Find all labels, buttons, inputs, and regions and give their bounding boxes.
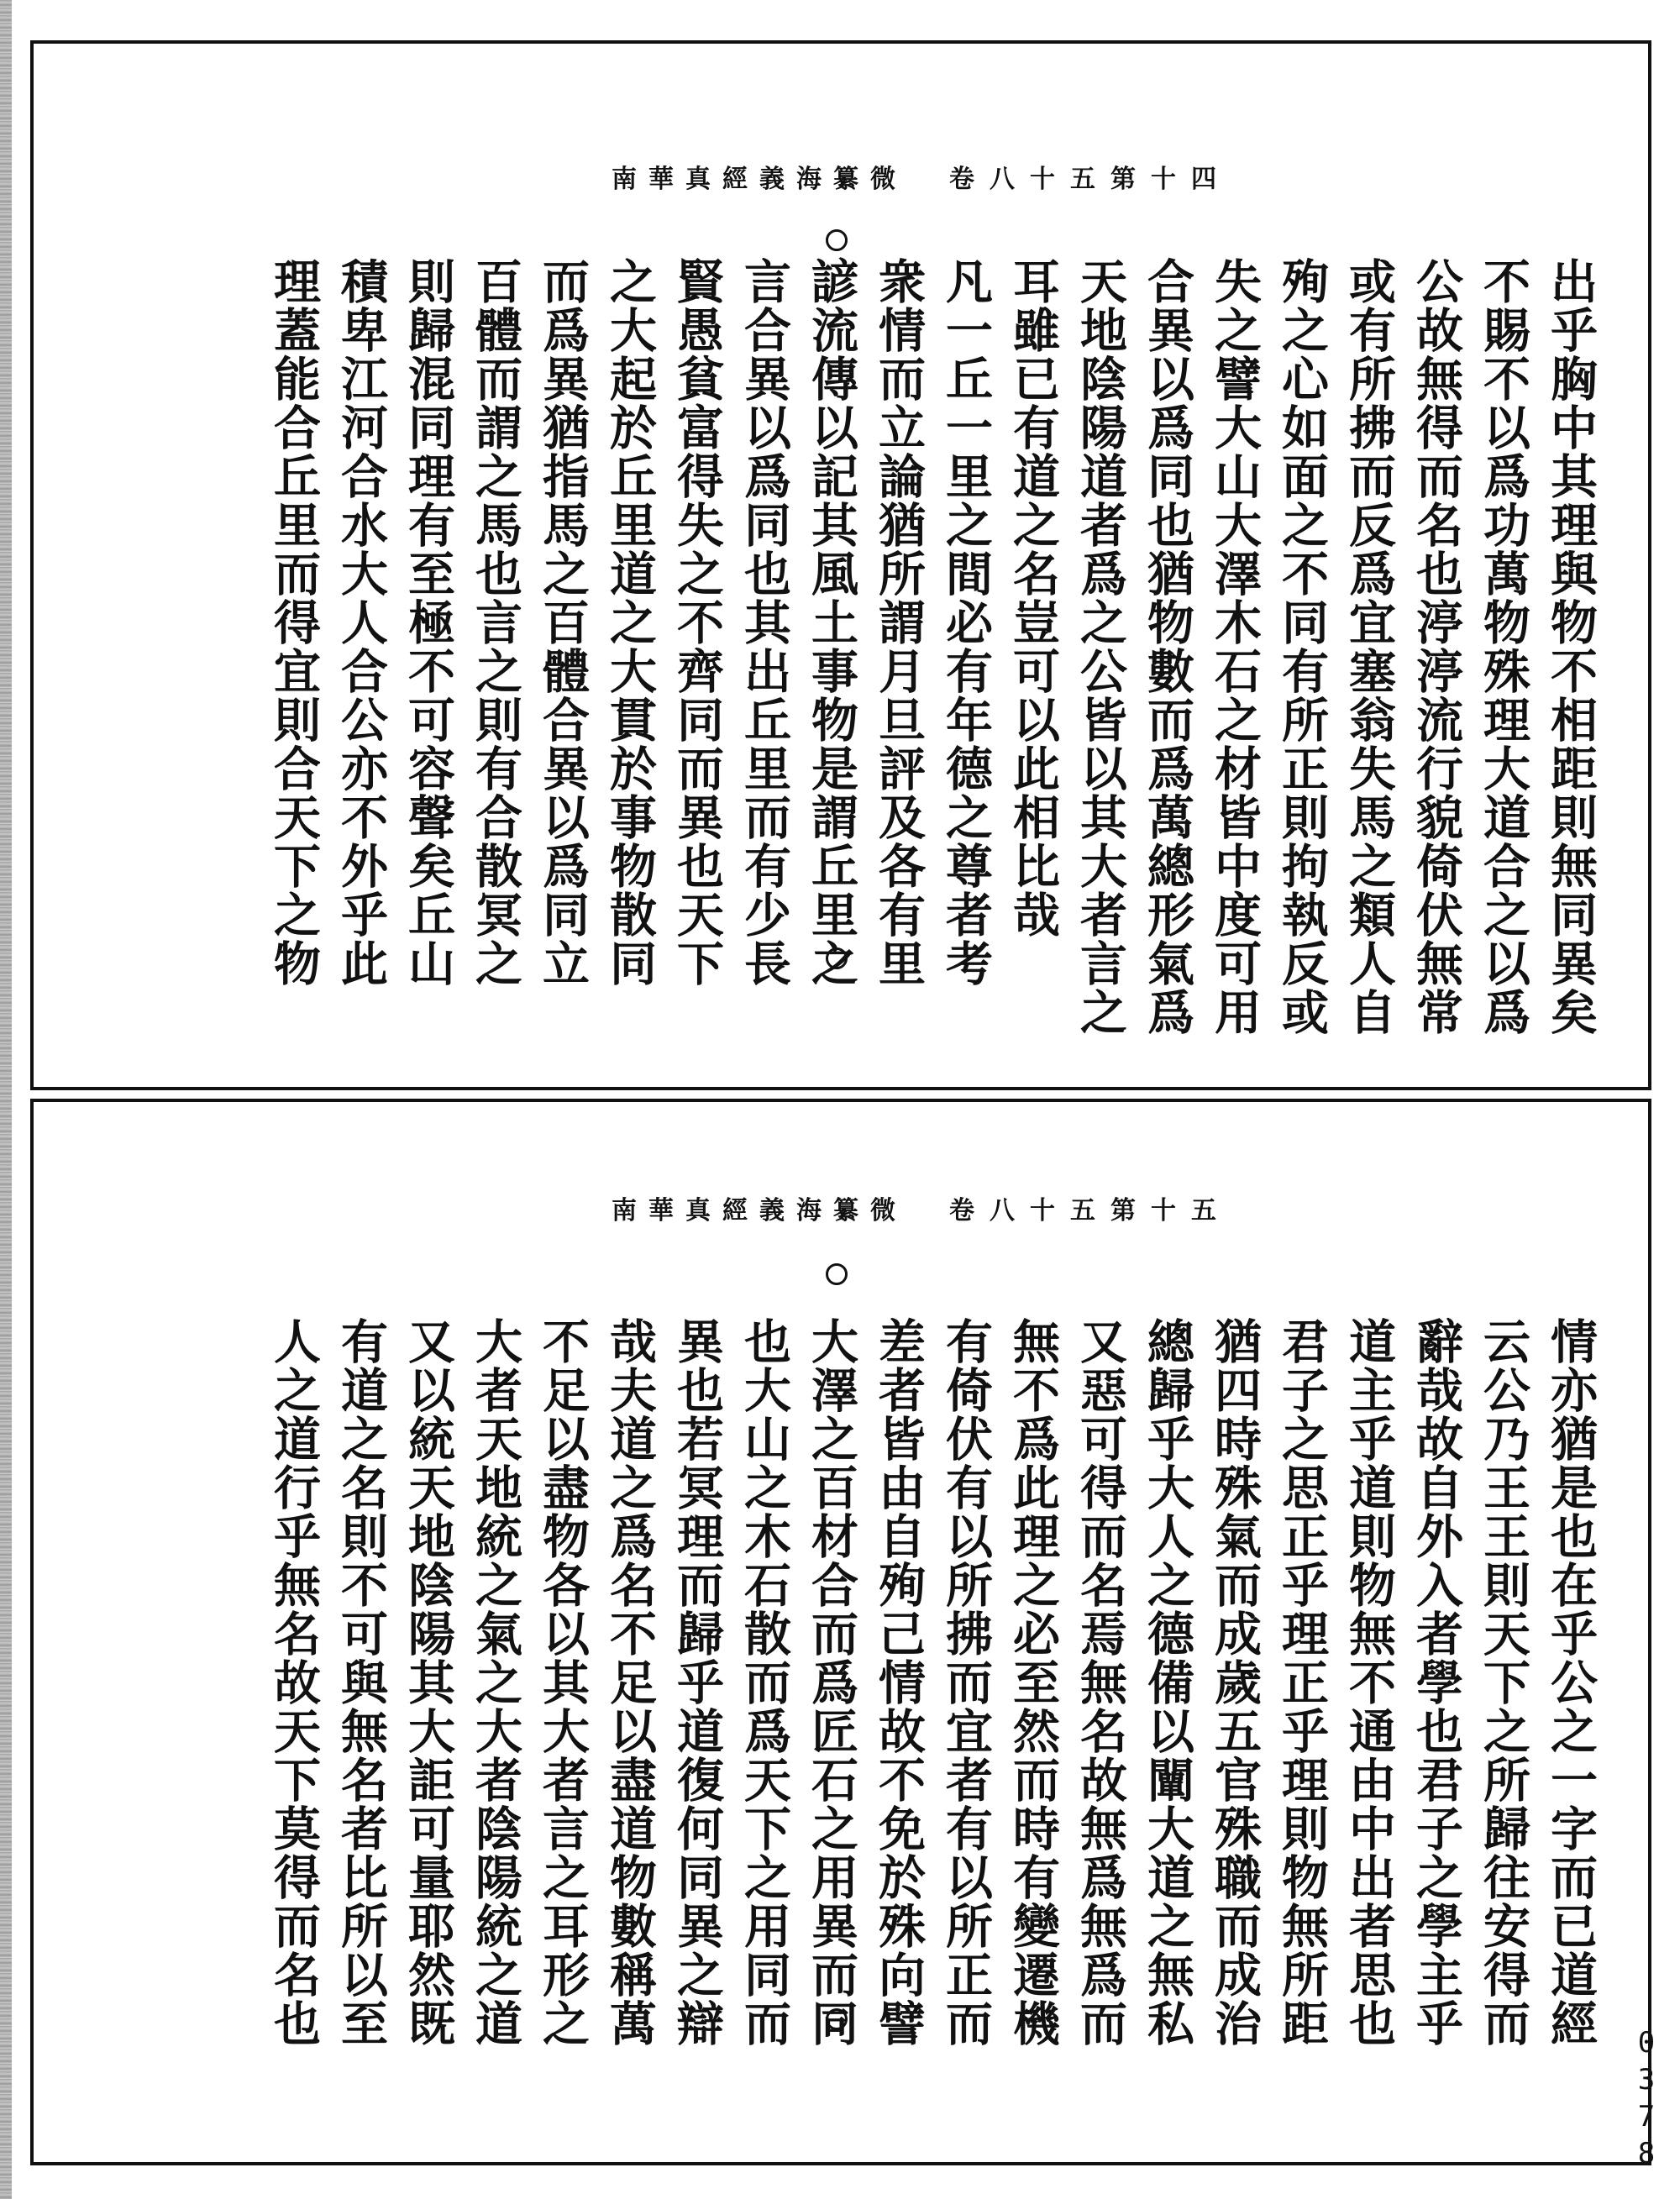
- text-column: 哉夫道之爲名不足以盡道物數稱萬: [602, 1317, 658, 2048]
- bottom-page: [30, 1097, 1651, 2165]
- text-column: 耳雖已有道之名豈可以此相比哉: [1005, 257, 1061, 939]
- text-column: 賢愚貧富得失之不齊同而異也天下: [669, 257, 725, 988]
- text-column: 差者皆由自殉己情故不免於殊向譬: [871, 1317, 927, 2048]
- text-column: 衆情而立論猶所謂月旦評及各有里: [871, 257, 927, 988]
- text-column: 言合異以爲同也其出丘里而有少長: [737, 257, 792, 988]
- text-column: 猶四時殊氣而成歲五官殊職而成治: [1207, 1317, 1263, 2048]
- text-column: 凡一丘一里之間必有年德之尊者考: [938, 257, 994, 988]
- running-head-chapter: 卷八十五第十四: [949, 165, 1231, 194]
- text-column: 不賜不以爲功萬物殊理大道合之以爲: [1476, 257, 1531, 1037]
- scan-edge: [0, 0, 12, 2199]
- text-column: 百體而謂之馬也言之則有合散冥之: [468, 257, 523, 988]
- text-column: 殉之心如面之不同有所正則拘執反或: [1274, 257, 1330, 1037]
- text-column: 云公乃王王則天下之所歸往安得而: [1476, 1317, 1531, 2048]
- text-column: 君子之思正乎理正乎理則物無所距: [1274, 1317, 1330, 2048]
- text-column: 道主乎道則物無不通由中出者思也: [1341, 1317, 1397, 2048]
- text-column: 異也若冥理而歸乎道復何同異之辯: [669, 1317, 725, 2048]
- text-column: 天地陰陽道者爲之公皆以其大者言之: [1073, 257, 1128, 1037]
- running-head-chapter: 卷八十五第十五: [949, 1196, 1231, 1225]
- section-mark-circle: [826, 229, 848, 251]
- section-mark-circle: [826, 1263, 848, 1285]
- text-column: 有倚伏有以所拂而宜者有以所正而: [938, 1317, 994, 2048]
- text-column: 則歸混同理有至極不可容聲矣丘山: [401, 257, 456, 988]
- text-column: 失之譬大山大澤木石之材皆中度可用: [1207, 257, 1263, 1037]
- text-column: 又以統天地陰陽其大詎可量耶然既: [401, 1317, 456, 2048]
- text-column: 合異以爲同也猶物數而爲萬總形氣爲: [1140, 257, 1195, 1037]
- text-column: 大澤之百材合而爲匠石之用異而同: [804, 1317, 859, 2048]
- running-head-title: 南華真經義海纂微: [612, 1196, 907, 1225]
- text-column: 理蓋能合丘里而得宜則合天下之物: [266, 257, 322, 988]
- text-column: 辭哉故自外入者學也君子之學主乎: [1409, 1317, 1464, 2048]
- text-column: 諺流傳以記其風土事物是謂丘里之: [804, 257, 859, 988]
- text-column: 有道之名則不可與無名者比所以至: [333, 1317, 389, 2048]
- text-block-top: [260, 257, 1604, 1080]
- folio-number: 0378: [1630, 2026, 1663, 2174]
- text-column: 情亦猶是也在乎公之一字而已道經: [1543, 1317, 1599, 2048]
- text-column: 公故無得而名也渟渟流行貌倚伏無常: [1409, 257, 1464, 1037]
- text-column: 或有所拂而反爲宜塞翁失馬之類人自: [1341, 257, 1397, 1037]
- text-column: 大者天地統之氣之大者陰陽統之道: [468, 1317, 523, 2048]
- text-column: 積卑江河合水大人合公亦不外乎此: [333, 257, 389, 988]
- running-head: [612, 158, 1231, 195]
- text-column: 出乎胸中其理與物不相距則無同異矣: [1543, 257, 1599, 1037]
- text-column: 之大起於丘里道之大貫於事物散同: [602, 257, 658, 988]
- text-column: 無不爲此理之必至然而時有變遷機: [1005, 1317, 1061, 2048]
- top-page: [30, 40, 1651, 1097]
- running-head: [612, 1189, 1231, 1226]
- text-column: 也大山之木石散而爲天下之用同而: [737, 1317, 792, 2048]
- text-column: 人之道行乎無名故天下莫得而名也: [266, 1317, 322, 2048]
- text-column: 不足以盡物各以其大者言之耳形之: [535, 1317, 591, 2048]
- running-head-title: 南華真經義海纂微: [612, 165, 907, 194]
- text-column: 總歸乎大人之德備以闡大道之無私: [1140, 1317, 1195, 2048]
- text-column: 而爲異猶指馬之百體合異以爲同立: [535, 257, 591, 988]
- text-column: 又惡可得而名焉無名故無爲無爲而: [1073, 1317, 1128, 2048]
- text-block-bottom: [260, 1317, 1604, 2140]
